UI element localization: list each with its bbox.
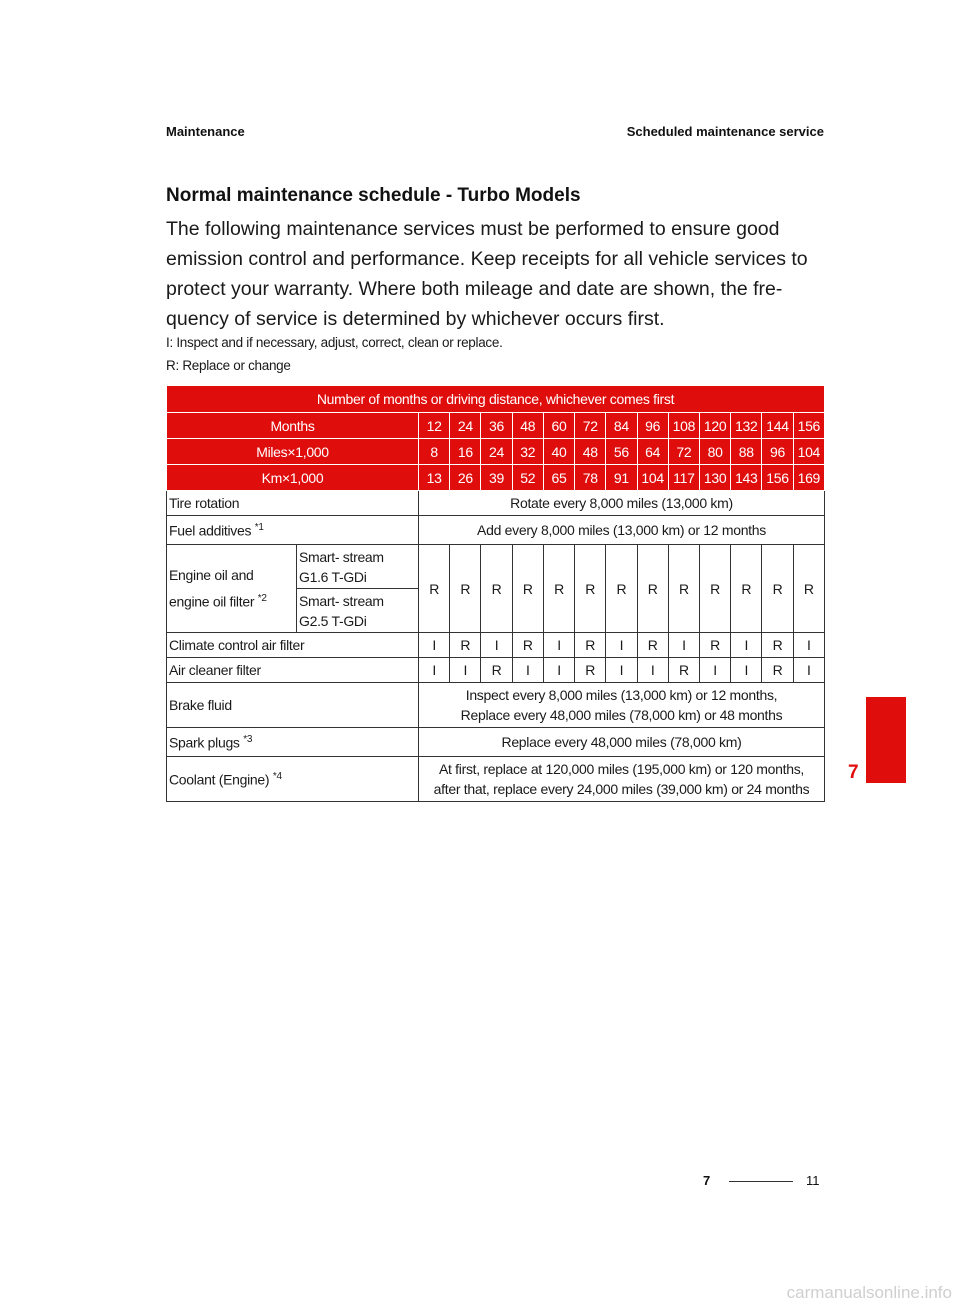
row-label: Spark plugs $^{*3}$ — [167, 728, 419, 757]
interval-cell: I — [481, 633, 512, 658]
months-cell: 72 — [575, 413, 606, 439]
interval-cell: I — [637, 658, 668, 683]
km-cell: 104 — [637, 465, 668, 491]
row-label: Air cleaner filter — [167, 658, 419, 683]
header-chapter-title: Scheduled maintenance service — [626, 124, 824, 139]
interval-cell: R — [481, 658, 512, 683]
months-cell: 12 — [419, 413, 450, 439]
miles-cell: 16 — [450, 439, 481, 465]
miles-cell: 56 — [606, 439, 637, 465]
interval-cell: I — [512, 658, 543, 683]
interval-cell: I — [543, 633, 574, 658]
table-row — [167, 658, 825, 683]
interval-cell: I — [606, 633, 637, 658]
row-label: Coolant (Engine) $^{*4}$ — [167, 757, 419, 802]
miles-cell: 96 — [762, 439, 793, 465]
miles-cell: 88 — [731, 439, 762, 465]
interval-cell: I — [606, 658, 637, 683]
km-cell: 13 — [419, 465, 450, 491]
months-cell: 156 — [793, 413, 824, 439]
table-row — [167, 757, 825, 802]
table-row — [167, 633, 825, 658]
watermark: carmanualsonline.info — [786, 1283, 952, 1302]
miles-cell: 24 — [481, 439, 512, 465]
interval-cell: R — [793, 545, 824, 633]
interval-cell: R — [512, 633, 543, 658]
interval-cell: I — [731, 658, 762, 683]
table-row — [167, 728, 825, 757]
chapter-tab-number: 7 — [848, 762, 859, 783]
km-cell: 91 — [606, 465, 637, 491]
table-row — [167, 516, 825, 545]
maintenance-schedule-table — [166, 385, 825, 802]
interval-cell: R — [699, 633, 730, 658]
footnote-ref: *3 — [243, 733, 253, 745]
months-cell: 36 — [481, 413, 512, 439]
interval-cell: R — [575, 633, 606, 658]
row-value: Rotate every 8,000 miles (13,000 km) — [419, 491, 825, 516]
row-value: Add every 8,000 miles (13,000 km) or 12 months — [419, 516, 825, 545]
miles-cell: 80 — [699, 439, 730, 465]
interval-cell: R — [762, 545, 793, 633]
row-label: Brake fluid — [167, 683, 419, 728]
km-label: Km×1,000 — [167, 465, 419, 491]
km-cell: 169 — [793, 465, 824, 491]
footnote-ref: *2 — [257, 592, 267, 604]
months-cell: 96 — [637, 413, 668, 439]
km-cell: 156 — [762, 465, 793, 491]
table-row — [167, 683, 825, 728]
months-cell: 132 — [731, 413, 762, 439]
intro-paragraph: The following maintenance services must be performed to ensure good emission control and performance. Keep receipts for all vehicle services to protect your warranty. Where both mileage and date are shown, the fre- quency of service is determined by whichever occurs first. — [166, 218, 808, 330]
interval-cell: R — [699, 545, 730, 633]
legend-inspect: I: Inspect and if necessary, adjust, correct, clean or replace. — [166, 335, 503, 350]
interval-cell: R — [731, 545, 762, 633]
table-banner: Number of months or driving distance, whichever comes first — [167, 386, 825, 413]
footer-page-number: 11 — [806, 1173, 820, 1188]
interval-cell: I — [699, 658, 730, 683]
row-label: Tire rotation — [167, 491, 419, 516]
km-cell: 117 — [668, 465, 699, 491]
interval-cell: R — [668, 658, 699, 683]
months-cell: 60 — [543, 413, 574, 439]
miles-cell: 64 — [637, 439, 668, 465]
footnote-ref: *1 — [254, 521, 264, 533]
footer-chapter: 7 — [703, 1173, 711, 1188]
page-title: Normal maintenance schedule - Turbo Models — [166, 185, 581, 206]
row-value: At first, replace at 120,000 miles (195,000 km) or 120 months, after that, replace every 24,000 miles (39,000 km) or 24 months — [419, 757, 825, 802]
header-section: Maintenance — [166, 124, 245, 139]
interval-cell: R — [637, 633, 668, 658]
km-cell: 52 — [512, 465, 543, 491]
interval-cell: R — [419, 545, 450, 633]
engine-variant-label: Smart- stream G1.6 T-GDi — [297, 545, 419, 589]
interval-cell: R — [543, 545, 574, 633]
row-label: Fuel additives $^{*1}$ — [167, 516, 419, 545]
interval-cell: R — [512, 545, 543, 633]
km-cell: 130 — [699, 465, 730, 491]
table-row — [167, 545, 825, 589]
miles-row — [167, 439, 825, 465]
interval-cell: R — [450, 545, 481, 633]
interval-cell: R — [637, 545, 668, 633]
miles-cell: 48 — [575, 439, 606, 465]
interval-cell: R — [762, 658, 793, 683]
km-row — [167, 465, 825, 491]
table-banner-row — [167, 386, 825, 413]
footnote-ref: *4 — [272, 770, 282, 782]
months-cell: 144 — [762, 413, 793, 439]
km-cell: 78 — [575, 465, 606, 491]
miles-cell: 104 — [793, 439, 824, 465]
interval-cell: I — [419, 633, 450, 658]
interval-cell: I — [450, 658, 481, 683]
interval-cell: R — [762, 633, 793, 658]
interval-cell: I — [793, 658, 824, 683]
km-cell: 65 — [543, 465, 574, 491]
chapter-tab — [866, 697, 906, 783]
legend-replace: R: Replace or change — [166, 358, 291, 373]
months-label: Months — [167, 413, 419, 439]
row-label: Climate control air filter — [167, 633, 419, 658]
months-row — [167, 413, 825, 439]
interval-cell: R — [606, 545, 637, 633]
footer-divider — [729, 1181, 793, 1182]
months-cell: 84 — [606, 413, 637, 439]
months-cell: 108 — [668, 413, 699, 439]
interval-cell: I — [793, 633, 824, 658]
km-cell: 26 — [450, 465, 481, 491]
km-cell: 143 — [731, 465, 762, 491]
engine-variant-label: Smart- stream G2.5 T-GDi — [297, 589, 419, 633]
months-cell: 48 — [512, 413, 543, 439]
interval-cell: R — [668, 545, 699, 633]
row-value: Replace every 48,000 miles (78,000 km) — [419, 728, 825, 757]
interval-cell: I — [419, 658, 450, 683]
interval-cell: R — [575, 545, 606, 633]
interval-cell: I — [543, 658, 574, 683]
miles-cell: 32 — [512, 439, 543, 465]
interval-cell: I — [668, 633, 699, 658]
months-cell: 120 — [699, 413, 730, 439]
table-row — [167, 491, 825, 516]
miles-cell: 8 — [419, 439, 450, 465]
row-label: Engine oil and engine oil filter $^{*2}$ — [167, 545, 297, 633]
interval-cell: I — [731, 633, 762, 658]
row-value: Inspect every 8,000 miles (13,000 km) or 12 months, Replace every 48,000 miles (78,000 km) or 48 months — [419, 683, 825, 728]
miles-label: Miles×1,000 — [167, 439, 419, 465]
miles-cell: 72 — [668, 439, 699, 465]
months-cell: 24 — [450, 413, 481, 439]
km-cell: 39 — [481, 465, 512, 491]
miles-cell: 40 — [543, 439, 574, 465]
interval-cell: R — [481, 545, 512, 633]
interval-cell: R — [450, 633, 481, 658]
interval-cell: R — [575, 658, 606, 683]
